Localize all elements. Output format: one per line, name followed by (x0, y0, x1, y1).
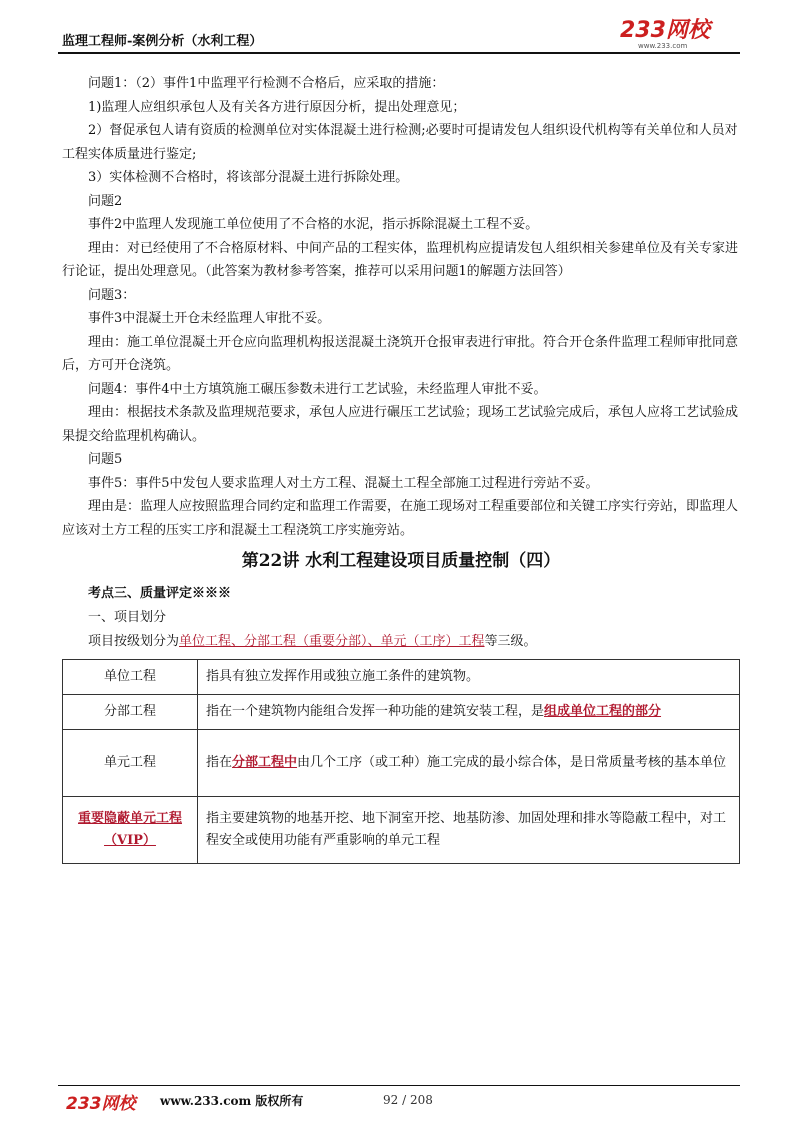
intro-paragraph (62, 630, 740, 654)
row-desc: 指主要建筑物的地基开挖、地下洞室开挖、地基防渗、加固处理和排水等隐蔽工程中，对工程安全或使用功能有严重影响的单元工程 (198, 797, 740, 864)
row-name: 单位工程 (63, 660, 198, 695)
footer-copyright: www.233.com 版权所有 (160, 1094, 304, 1108)
paragraph: 理由：施工单位混凝土开仓应向监理机构报送混凝土浇筑开仓报审表进行审批。符合开仓条件监理工程师审批同意后，方可开仓浇筑。 (62, 334, 739, 373)
section-heading: 第22讲 水利工程建设项目质量控制（四） (241, 551, 561, 571)
paragraph: 问题2 (88, 193, 123, 209)
footer-divider (58, 1085, 740, 1086)
intro-pre: 项目按级划分为 (88, 633, 180, 649)
paragraph: 问题5 (88, 452, 123, 467)
project-division-table (62, 659, 740, 864)
paragraph: 事件2中监理人发现施工单位使用了不合格的水泥，指示拆除混凝土工程不妥。 (88, 217, 539, 232)
row-name: 分部工程 (63, 695, 198, 730)
desc-pre: 指在一个建筑物内能组合发挥一种功能的建筑安装工程，是 (206, 704, 545, 719)
paragraph: 理由：对已经使用了不合格原材料、中间产品的工程实体，监理机构应提请发包人组织相关参建单位及有关专家进行论证，提出处理意见。（此答案为教材参考答案，推荐可以采用问题1的解题方法回答） (62, 240, 739, 279)
row-name: 单元工程 (63, 730, 198, 797)
paragraph: 问题1：（2）事件1中监理平行检测不合格后，应采取的措施： (88, 76, 445, 91)
desc-highlight: 组成单位工程的部分 (544, 704, 662, 719)
paragraph: 事件5：事件5中发包人要求监理人对土方工程、混凝土工程全部施工过程进行旁站不妥。 (88, 475, 599, 491)
paragraph: 理由：根据技术条款及监理规范要求，承包人应进行碾压工艺试验；现场工艺试验完成后，承包人应将工艺试验成果提交给监理机构确认。 (62, 405, 739, 444)
header-divider (58, 52, 740, 54)
page-content (62, 72, 740, 864)
desc-pre: 指在 (206, 755, 233, 770)
paragraph: 1)监理人应组织承包人及有关各方进行原因分析，提出处理意见； (88, 99, 466, 115)
table-row (63, 797, 740, 864)
intro-highlight: 单位工程、分部工程（重要分部）、单元（工序）工程 (179, 633, 485, 649)
table-row (63, 660, 740, 695)
intro-post: 等三级。 (484, 633, 537, 649)
row-desc (198, 730, 740, 797)
paragraph: 事件3中混凝土开仓未经监理人审批不妥。 (88, 311, 331, 326)
table-row (63, 730, 740, 797)
brand-logo[interactable] (620, 20, 740, 52)
table-row (63, 695, 740, 730)
paragraph: 2）督促承包人请有资质的检测单位对实体混凝土进行检测;必要时可提请发包人组织设代机构等有关单位和人员对工程实体质量进行鉴定; (62, 123, 738, 162)
row-name: 重要隐蔽单元工程（VIP） (63, 797, 198, 864)
paragraph: 问题3： (88, 287, 136, 303)
row-desc (198, 695, 740, 730)
page-number: 92 / 208 (383, 1093, 433, 1107)
header-title: 监理工程师-案例分析（水利工程） (62, 34, 263, 49)
logo-sub: www.233.com (638, 42, 688, 50)
paragraph: 问题4：事件4中土方填筑施工碾压参数未进行工艺试验，未经监理人审批不妥。 (88, 381, 547, 397)
row-desc: 指具有独立发挥作用或独立施工条件的建筑物。 (198, 660, 740, 695)
logo-main: 233网校 (620, 18, 710, 43)
desc-highlight: 分部工程中 (232, 755, 298, 770)
subsection-title: 一、项目划分 (88, 610, 167, 625)
footer-logo[interactable]: 233网校 (66, 1094, 136, 1114)
desc-post: 由几个工序（或工种）施工完成的最小综合体，是日常质量考核的基本单位 (297, 755, 727, 770)
paragraph: 理由是：监理人应按照监理合同约定和监理工作需要，在施工现场对工程重要部位和关键工序实行旁站，即监理人应该对土方工程的压实工序和混凝土工程浇筑工序实施旁站。 (62, 499, 739, 538)
kaodian-title: 考点三、质量评定※※※ (88, 586, 232, 601)
paragraph: 3）实体检测不合格时，将该部分混凝土进行拆除处理。 (88, 170, 409, 185)
